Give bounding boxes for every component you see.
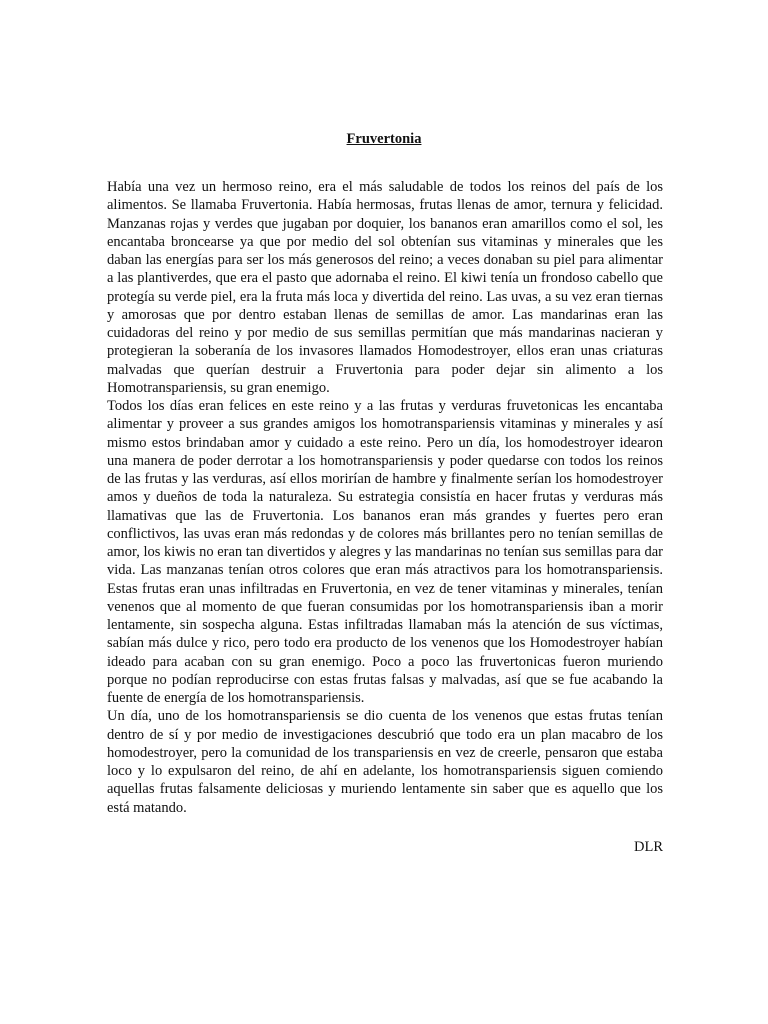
document-body bbox=[107, 178, 663, 817]
paragraph-1: Había una vez un hermoso reino, era el más saludable de todos los reinos del país de los alimentos. Se llamaba Fruvertonia. Había hermosas, frutas llenas de amor, ternura y felicidad. Manzanas rojas y verdes que jugaban por doquier, los bananos eran amarillos como el sol, les encantaba broncearse ya que por medio del sol obtenían sus vitaminas y minerales que les daban las energías para ser los más generosos del reino; a veces donaban su piel para alimentar a las plantiverdes, que era el pasto que adornaba el reino. El kiwi tenía un frondoso cabello que protegía su verde piel, era la fruta más loca y divertida del reino. Las uvas, a su vez eran tiernas y amorosas que por dentro estaban llenas de semillas de amor. Las mandarinas eran las cuidadoras del reino y por medio de sus semillas permitían que más mandarinas nacieran y protegieran la soberanía de los invasores llamados Homodestroyer, ellos eran unas criaturas malvadas que querían destruir a Fruvertonia para poder dejar sin alimento a los Homotranspariensis, su gran enemigo. bbox=[107, 179, 663, 396]
document-title: Fruvertonia bbox=[346, 131, 422, 147]
author-signature: DLR bbox=[634, 839, 663, 855]
paragraph-3: Un día, uno de los homotranspariensis se dio cuenta de los venenos que estas frutas tenían dentro de sí y por medio de investigaciones descubrió que todo era un plan macabro de los homodestroyer, pero la comunidad de los transpariensis en vez de creerle, pensaron que estaba loco y lo expulsaron del reino, de ahí en adelante, los homotranspariensis siguen comiendo aquellas frutas falsamente deliciosas y muriendo lentamente sin saber que es aquello que los está matando. bbox=[107, 708, 663, 816]
paragraph-2: Todos los días eran felices en este reino y a las frutas y verduras fruvetonicas les encantaba alimentar y proveer a sus grandes amigos los homotranspariensis vitaminas y minerales y así mismo estos brindaban amor y cuidado a este reino. Pero un día, los homodestroyer idearon una manera de poder derrotar a los homotranspariensis y poder quedarse con todos los reinos de las frutas y las verduras, así ellos morirían de hambre y finalmente serían los homodestroyer amos y dueños de toda la naturaleza. Su estrategia consistía en hacer frutas y verduras más llamativas que las de Fruvertonia. Los bananos eran más grandes y fuertes pero eran conflictivos, las uvas eran más redondas y de colores más brillantes pero no tenían semillas de amor, los kiwis no eran tan divertidos y alegres y las mandarinas no tenían sus semillas para dar vida. Las manzanas tenían otros colores que eran más atractivos para los homotranspariensis. Estas frutas eran unas infiltradas en Fruvertonia, en vez de tener vitaminas y minerales, tenían venenos que al momento de que fueran consumidas por los homotranspariensis iban a morir lentamente, sin sospecha alguna. Estas infiltradas llamaban más la atención de sus víctimas, sabían más dulce y rico, pero todo era producto de los venenos que los Homodestroyer habían ideado para acaban con su gran enemigo. Poco a poco las fruvertonicas fueron muriendo porque no podían reproducirse con estas frutas falsas y malvadas, así que se fue acabando la fuente de energía de los homotranspariensis. bbox=[107, 398, 663, 706]
